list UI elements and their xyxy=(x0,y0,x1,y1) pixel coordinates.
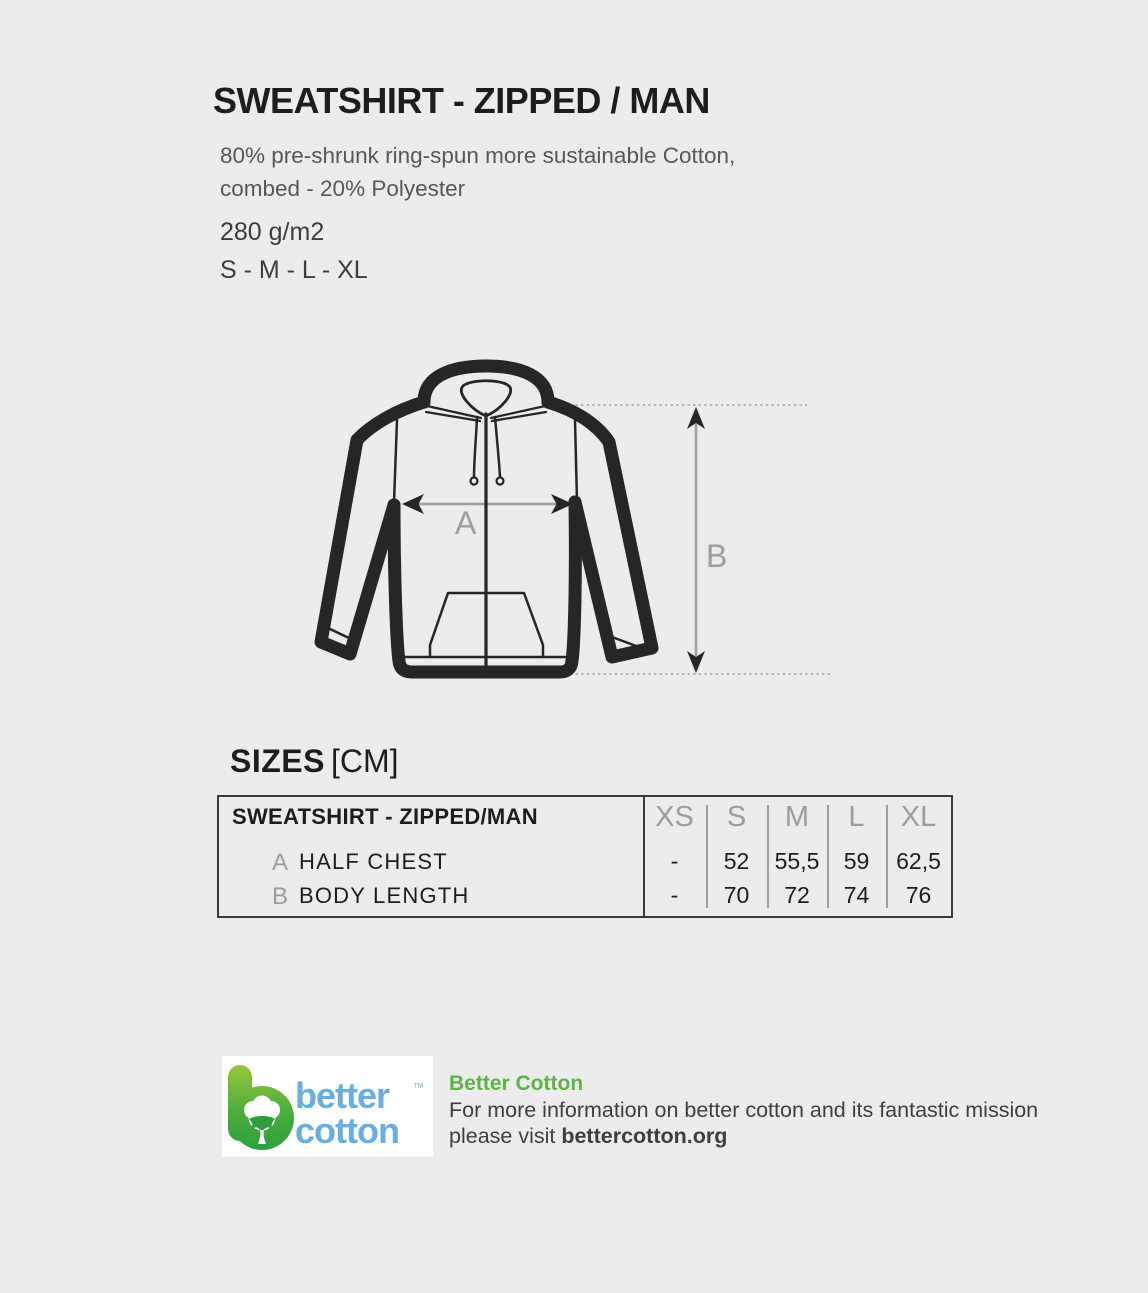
table-cell: 55,5 xyxy=(774,848,820,874)
available-sizes: S - M - L - XL xyxy=(220,256,368,284)
wordmark-line-2: cotton xyxy=(295,1110,399,1151)
table-cell: - xyxy=(670,882,679,908)
trademark-symbol: ™ xyxy=(413,1082,424,1094)
description-line-2: combed - 20% Polyester xyxy=(220,176,466,201)
visit-prefix: please visit xyxy=(449,1124,562,1148)
better-cotton-b-icon xyxy=(227,1064,297,1150)
measure-a-label: A xyxy=(455,505,477,541)
table-cell: 74 xyxy=(843,882,870,908)
product-description xyxy=(220,139,735,205)
page-title: SWEATSHIRT - ZIPPED / MAN xyxy=(213,80,710,121)
guide-dotted-lines xyxy=(553,405,830,674)
column-header-xl: XL xyxy=(900,801,937,833)
size-table xyxy=(217,795,953,918)
sizes-heading xyxy=(230,743,399,780)
table-cell: 70 xyxy=(723,882,750,908)
column-header-xs: XS xyxy=(655,801,694,833)
row-a-key: A xyxy=(272,849,289,876)
row-b-label: BODY LENGTH xyxy=(299,883,470,908)
measure-b-arrow xyxy=(687,407,705,673)
table-cell: 52 xyxy=(723,848,750,874)
better-cotton-wordmark xyxy=(295,1075,399,1151)
measure-b-label: B xyxy=(706,538,728,574)
wordmark-line-1: better xyxy=(295,1075,390,1116)
sizes-heading-unit: [CM] xyxy=(330,743,399,779)
row-b-key: B xyxy=(272,883,289,910)
column-header-m: M xyxy=(784,801,810,833)
table-product-label: SWEATSHIRT - ZIPPED/MAN xyxy=(232,804,538,829)
visit-url: bettercotton.org xyxy=(561,1124,728,1148)
better-cotton-logo-card xyxy=(222,1056,433,1157)
table-cell: 76 xyxy=(905,882,932,908)
hoodie-measurement-diagram xyxy=(300,350,860,690)
table-cell: 72 xyxy=(784,882,810,908)
description-line-1: 80% pre-shrunk ring-spun more sustainable Cotton, xyxy=(220,143,736,168)
table-cell: 59 xyxy=(843,848,870,874)
better-cotton-visit xyxy=(449,1124,727,1149)
hoodie-outline xyxy=(321,366,652,677)
table-cell: - xyxy=(670,848,679,874)
table-cell: 62,5 xyxy=(896,848,941,874)
better-cotton-heading: Better Cotton xyxy=(449,1072,584,1095)
better-cotton-info: For more information on better cotton and its fantastic mission xyxy=(449,1098,1039,1122)
row-a-label: HALF CHEST xyxy=(299,849,448,874)
sizes-heading-word: SIZES xyxy=(230,743,325,779)
fabric-weight: 280 g/m2 xyxy=(220,218,325,246)
column-header-s: S xyxy=(726,801,747,833)
column-header-l: L xyxy=(848,801,865,833)
